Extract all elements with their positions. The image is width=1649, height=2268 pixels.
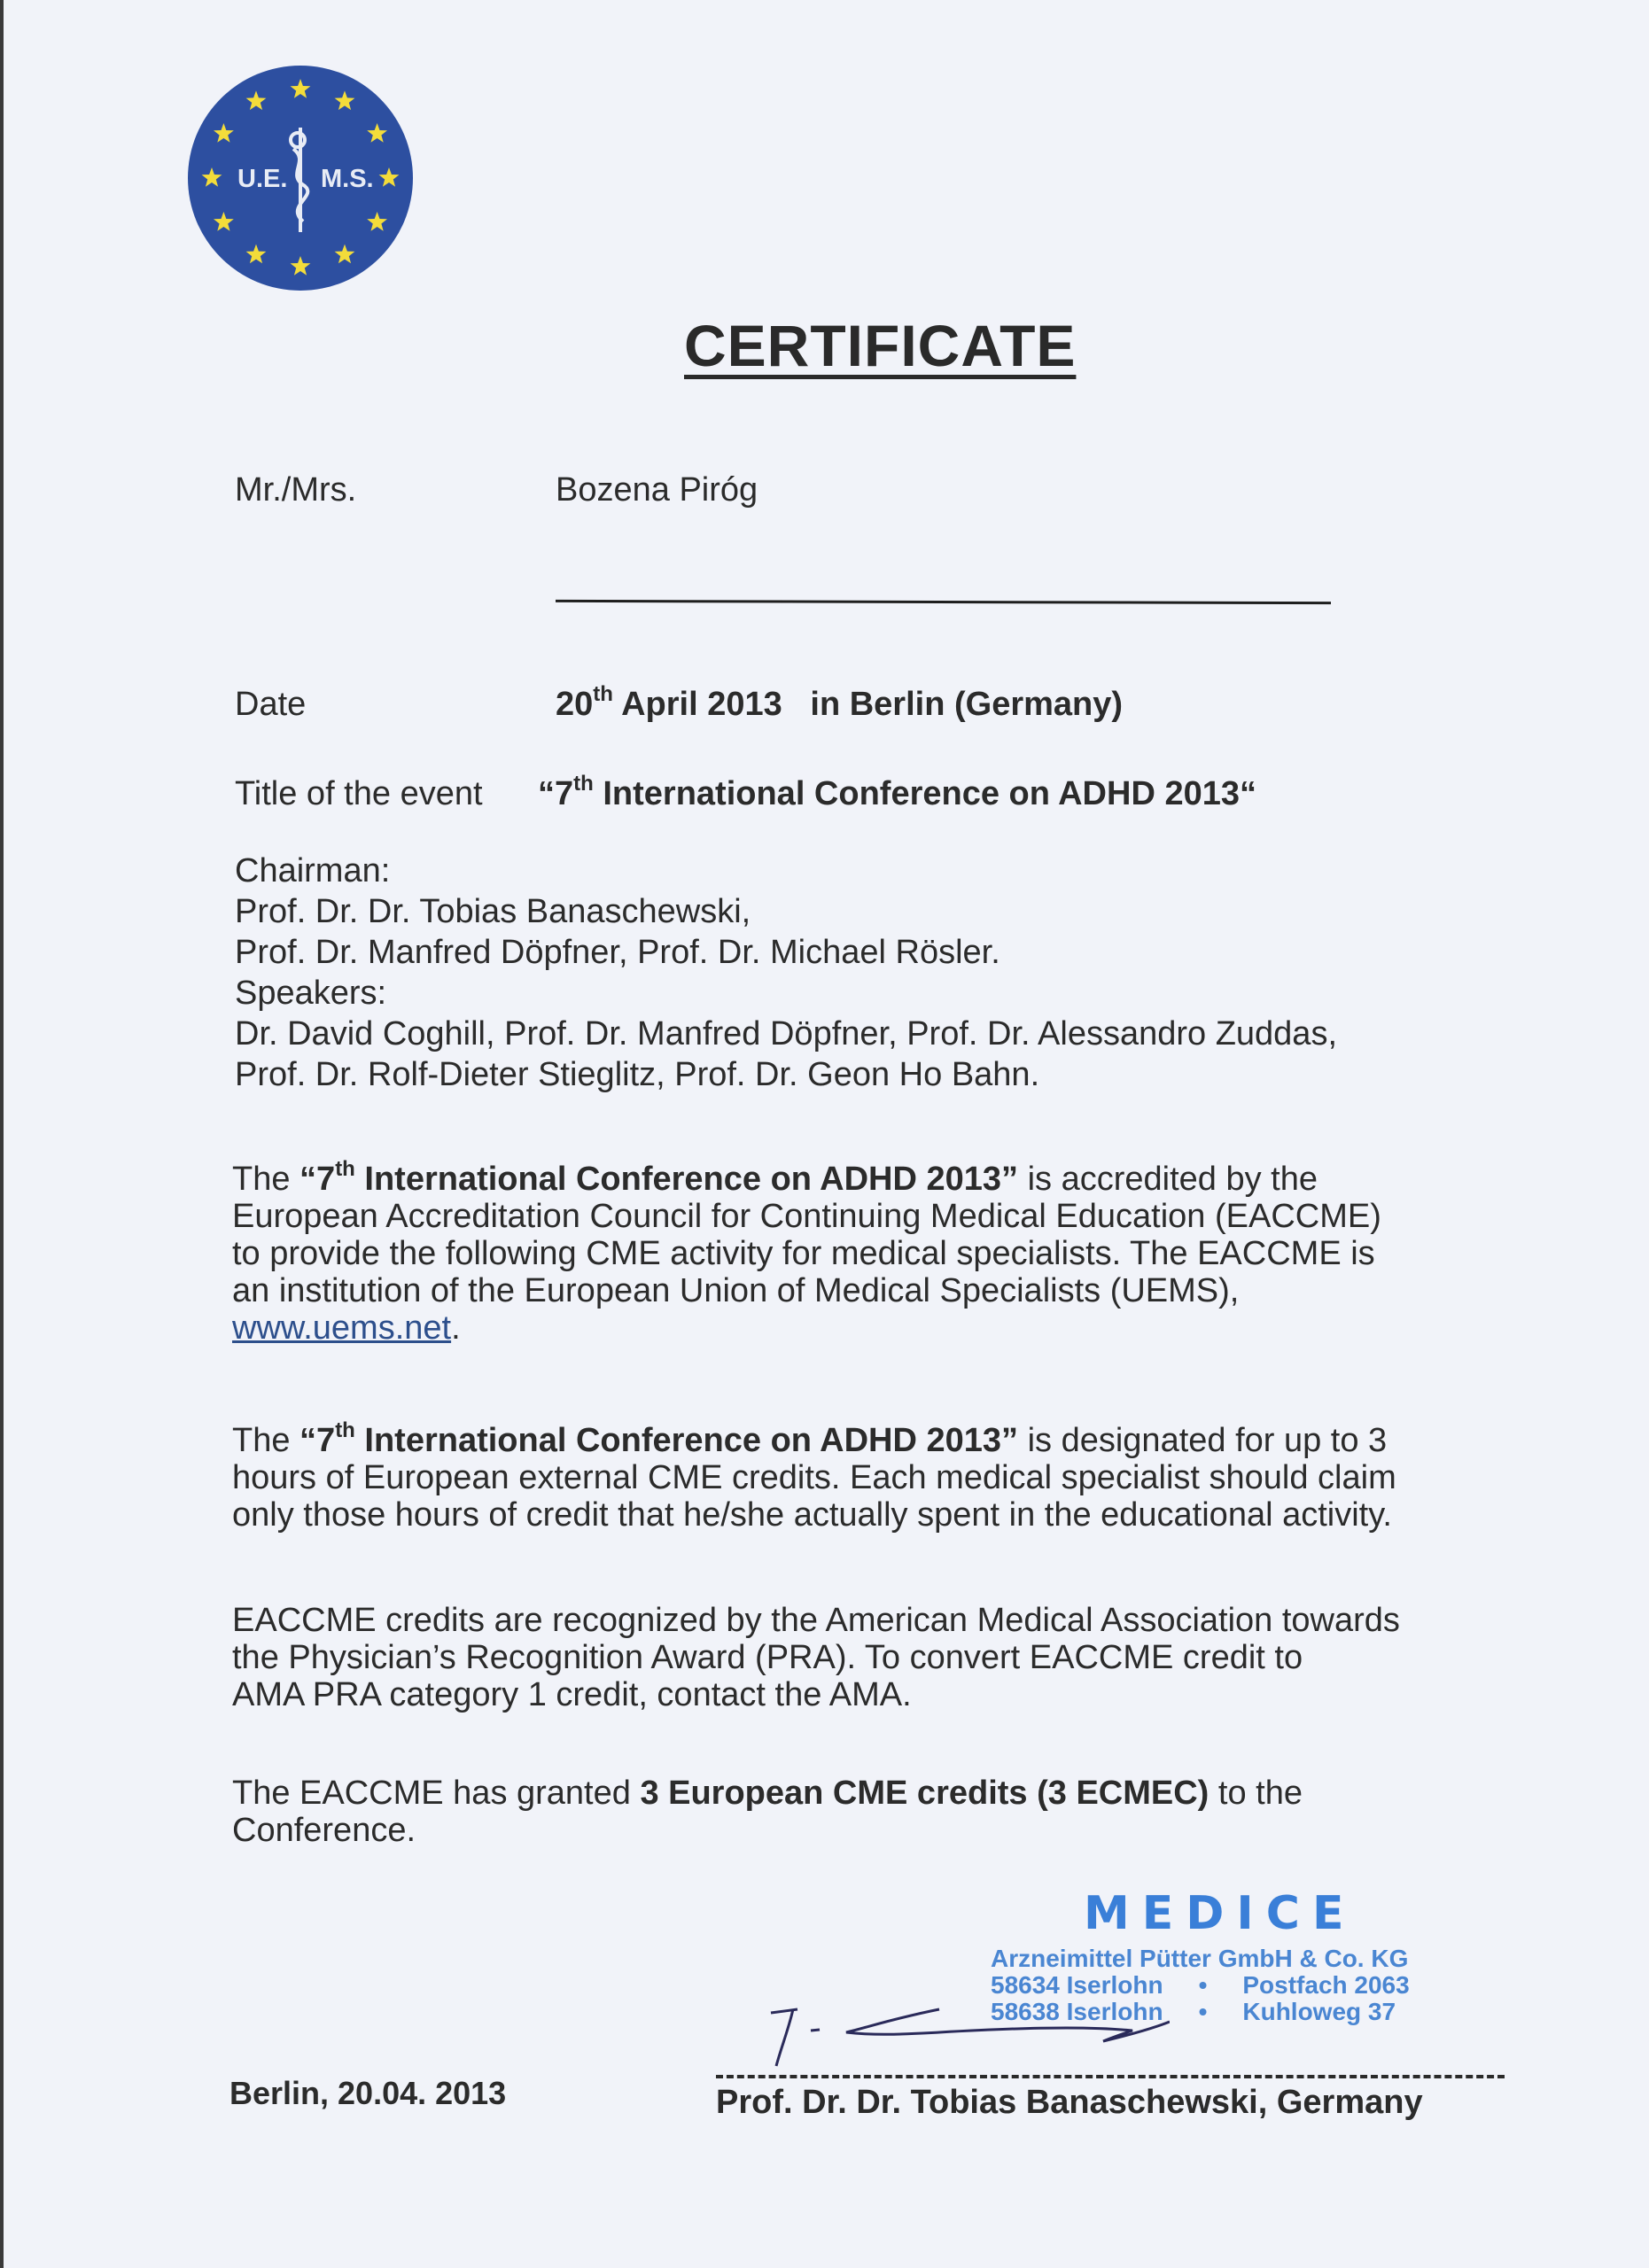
uems-link[interactable]: www.uems.net <box>232 1309 452 1347</box>
certificate-title: CERTIFICATE <box>684 313 1077 378</box>
accreditation-paragraph: The “7th International Conference on ADHD 2013” is accredited by the European Accreditation Council for Continuing Medical Education (EACCME) to provide the following CME activity for medical specialists. The EACCME is an institution of the European Union of Medical Specialists (UEMS), www.uems.net. <box>232 1157 1381 1347</box>
recipient-name: Bozena Piróg <box>556 471 758 509</box>
para-line: EACCME credits are recognized by the American Medical Association towards <box>232 1602 1400 1639</box>
para-line: to provide the following CME activity for medical specialists. The EACCME is <box>232 1235 1375 1272</box>
para-line: hours of European external CME credits. Each medical specialist should claim <box>232 1459 1396 1496</box>
stamp-brand: MEDICE <box>1084 1887 1357 1940</box>
speakers-line: Dr. David Coghill, Prof. Dr. Manfred Döpfner, Prof. Dr. Alessandro Zuddas, <box>235 1015 1337 1052</box>
signature-line <box>716 2075 1505 2078</box>
chairman-line: Prof. Dr. Manfred Döpfner, Prof. Dr. Michael Rösler. <box>235 934 1000 971</box>
event-title: “7th International Conference on ADHD 2013“ <box>538 772 1256 812</box>
para-line: an institution of the European Union of Medical Specialists (UEMS), <box>232 1272 1240 1309</box>
date-value: 20th April 2013 in Berlin (Germany) <box>556 682 1124 723</box>
chairman-line: Prof. Dr. Dr. Tobias Banaschewski, <box>235 893 751 930</box>
place-date: Berlin, 20.04. 2013 <box>229 2075 507 2111</box>
speakers-line: Prof. Dr. Rolf-Dieter Stieglitz, Prof. Dr. Geon Ho Bahn. <box>235 1056 1040 1093</box>
scan-edge <box>0 0 4 2268</box>
credits-paragraph <box>232 1418 1396 1534</box>
para-line: the Physician’s Recognition Award (PRA). To convert EACCME credit to <box>232 1639 1303 1676</box>
signatory-name: Prof. Dr. Dr. Tobias Banaschewski, Germany <box>716 2084 1423 2121</box>
date-label: Date <box>235 686 307 723</box>
logo-text: U.E. <box>237 165 288 193</box>
speakers-label: Speakers: <box>235 975 387 1012</box>
para-line: only those hours of credit that he/she actually spent in the educational activity. <box>232 1496 1392 1534</box>
para-line: The “7th International Conference on ADHD 2013” is designated for up to 3 <box>232 1418 1388 1459</box>
para-line: AMA PRA category 1 credit, contact the AMA. <box>232 1676 912 1713</box>
recipient-label: Mr./Mrs. <box>235 471 357 509</box>
uems-logo <box>186 64 415 292</box>
ama-paragraph <box>232 1602 1400 1713</box>
granted-paragraph <box>232 1775 1303 1849</box>
stamp-address-1: 58634 Iserlohn • Postfach 2063 <box>991 1971 1410 1999</box>
stamp-company: Arzneimittel Pütter GmbH & Co. KG <box>991 1945 1409 1972</box>
chairman-label: Chairman: <box>235 852 391 889</box>
para-line: Conference. <box>232 1812 416 1849</box>
para-line: The “7th International Conference on ADHD 2013” is accredited by the <box>232 1157 1318 1198</box>
para-line: European Accreditation Council for Continuing Medical Education (EACCME) <box>232 1198 1381 1235</box>
handwritten-signature <box>762 1967 1170 2073</box>
stamp-address-2: 58638 Iserlohn • Kuhloweg 37 <box>991 1998 1396 2025</box>
event-label: Title of the event <box>235 775 483 812</box>
name-underline <box>556 600 1331 604</box>
logo-text-right: M.S. <box>321 165 374 193</box>
para-line: The EACCME has granted 3 European CME credits (3 ECMEC) to the <box>232 1775 1303 1812</box>
